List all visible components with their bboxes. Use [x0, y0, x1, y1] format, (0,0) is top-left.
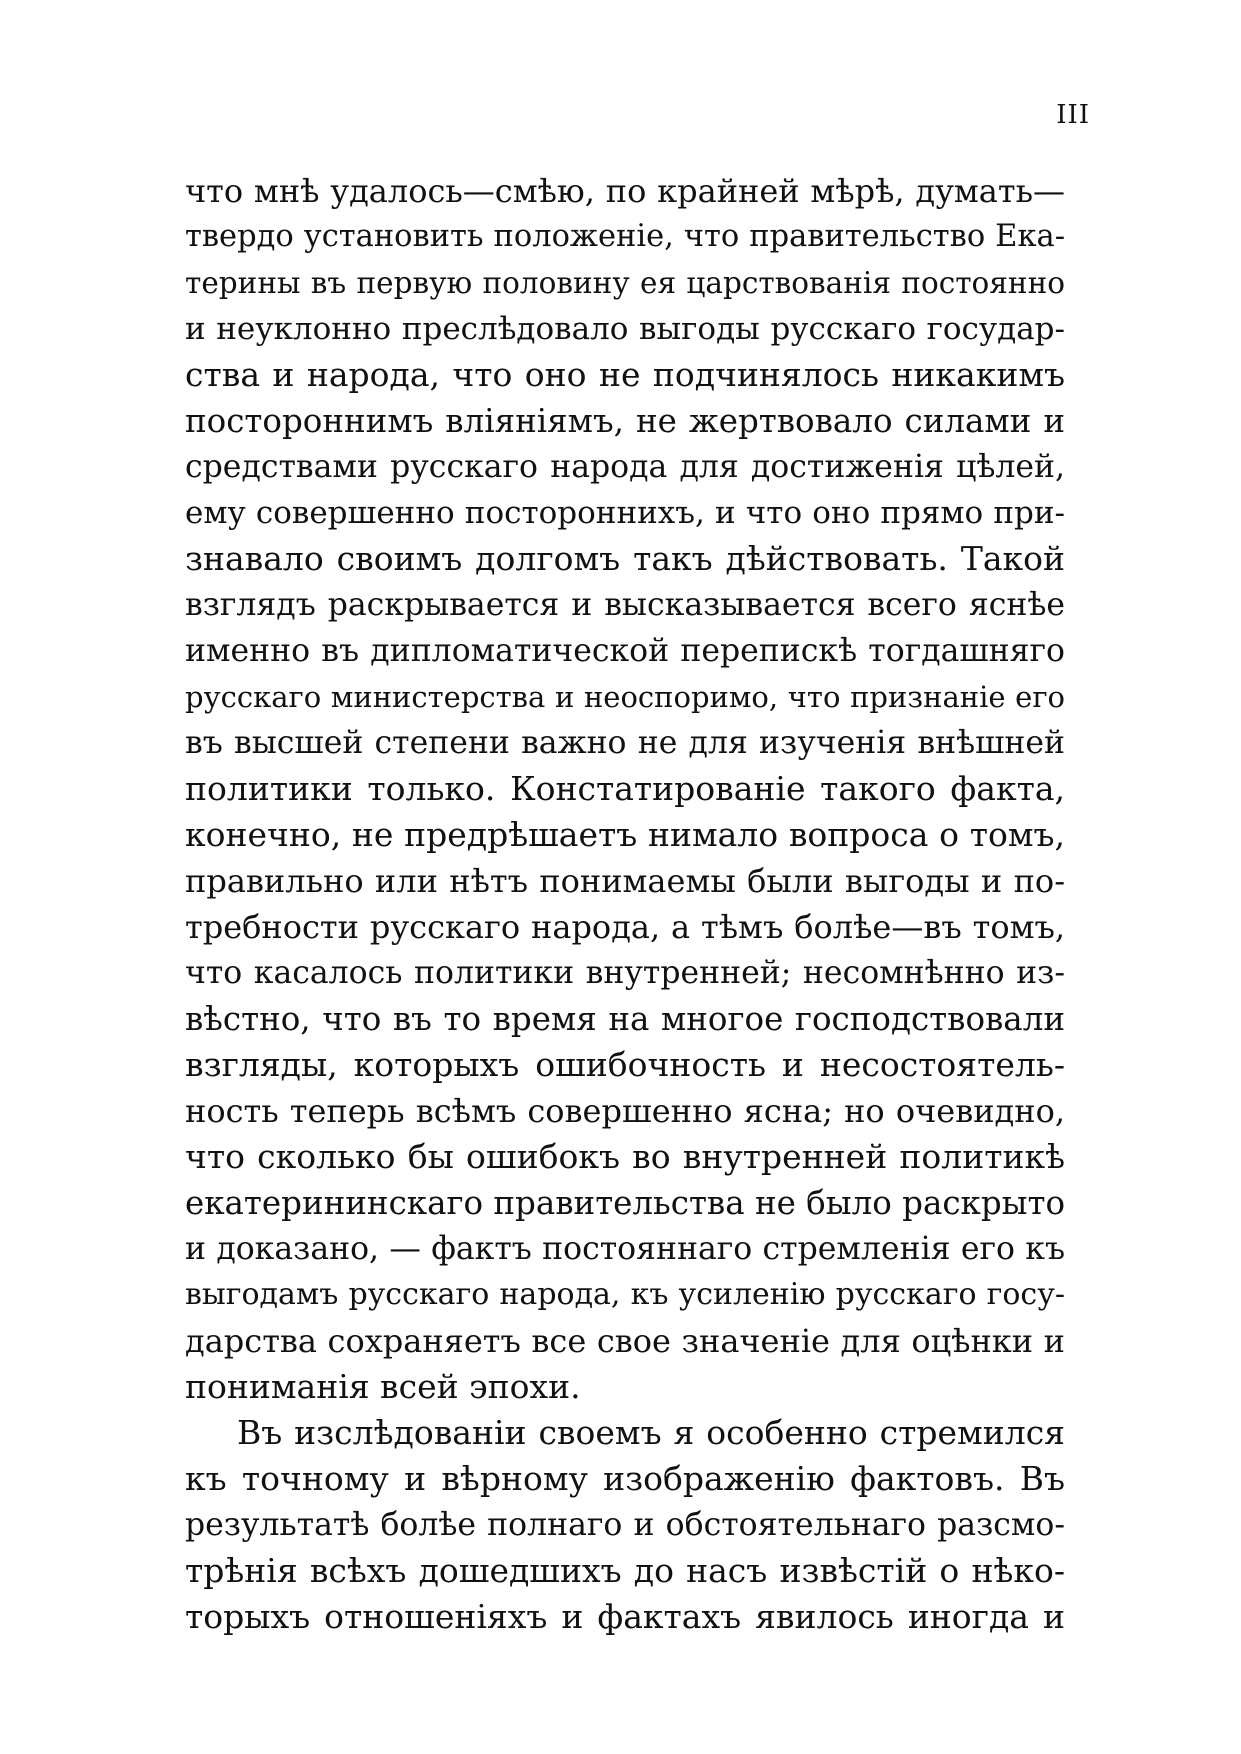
text-line: терины въ первую половину ея царствованія постоянно — [185, 266, 1065, 300]
text-line: постороннимъ вліяніямъ, не жертвовало силами и — [185, 402, 1065, 440]
text-line: именно въ дипломатической перепискѣ тогдашняго — [185, 633, 1065, 669]
text-line: ность теперь всѣмъ совершенно ясна; но очевидно, — [185, 1092, 1065, 1130]
text-line: русскаго министерства и неоспоримо, что признаніе его — [185, 680, 1065, 714]
text-line: конечно, не предрѣшаетъ нимало вопроса о томъ, — [185, 815, 1065, 854]
text-line: взгляды, которыхъ ошибочность и несостоятель- — [185, 1045, 1065, 1084]
text-line: выгодамъ русскаго народа, къ усиленію русскаго госу- — [185, 1277, 1065, 1312]
text-line: средствами русскаго народа для достиженія цѣлей, — [185, 449, 1065, 485]
text-line: и доказано, — фактъ постояннаго стремленія его къ — [185, 1231, 1065, 1267]
text-line: требности русскаго народа, а тѣмъ болѣе—въ томъ, — [185, 908, 1065, 946]
text-line: твердо установить положеніе, что правительство Ека- — [185, 219, 1065, 254]
text-line: взглядъ раскрывается и высказывается всего яснѣе — [185, 587, 1065, 623]
body-text — [185, 168, 1065, 1640]
paragraph-1 — [185, 168, 1065, 1410]
text-line: трѣнія всѣхъ дошедшихъ до насъ извѣстій о нѣко- — [185, 1551, 1065, 1590]
text-line: Въ изслѣдованіи своемъ я особенно стремился — [237, 1413, 1065, 1452]
text-line: екатерининскаго правительства не было раскрыто — [185, 1184, 1066, 1222]
text-line: пониманія всей эпохи. — [185, 1367, 581, 1406]
text-line: ства и народа, что оно не подчинялось никакимъ — [185, 355, 1065, 394]
text-line: правильно или нѣтъ понимаемы были выгоды и по- — [185, 862, 1065, 900]
text-line: политики только. Констатированіе такого факта, — [185, 769, 1065, 808]
text-line: что касалось политики внутренней; несомнѣнно из- — [185, 955, 1065, 991]
text-line: дарства сохраняетъ все свое значеніе для оцѣнки и — [185, 1322, 1065, 1360]
text-line: результатѣ болѣе полнаго и обстоятельнаго разсмо- — [185, 1507, 1065, 1543]
text-line: въ высшей степени важно не для изученія внѣшней — [185, 725, 1065, 761]
text-line: что мнѣ удалось—смѣю, по крайней мѣрѣ, думать— — [185, 172, 1065, 210]
text-line: торыхъ отношеніяхъ и фактахъ явилось иногда и — [185, 1597, 1065, 1636]
text-line: что сколько бы ошибокъ во внутренней политикѣ — [185, 1137, 1065, 1176]
text-line: къ точному и вѣрному изображенію фактовъ. Въ — [185, 1459, 1065, 1498]
paragraph-2 — [185, 1410, 1065, 1640]
text-line: ему совершенно постороннихъ, и что оно прямо при- — [185, 495, 1065, 531]
page-number: III — [1056, 100, 1090, 130]
text-line: и неуклонно преслѣдовало выгоды русскаго государ- — [185, 311, 1065, 347]
text-line: знавало своимъ долгомъ такъ дѣйствовать. Такой — [185, 539, 1065, 578]
text-line: вѣстно, что въ то время на многое господствовали — [185, 1000, 1065, 1038]
